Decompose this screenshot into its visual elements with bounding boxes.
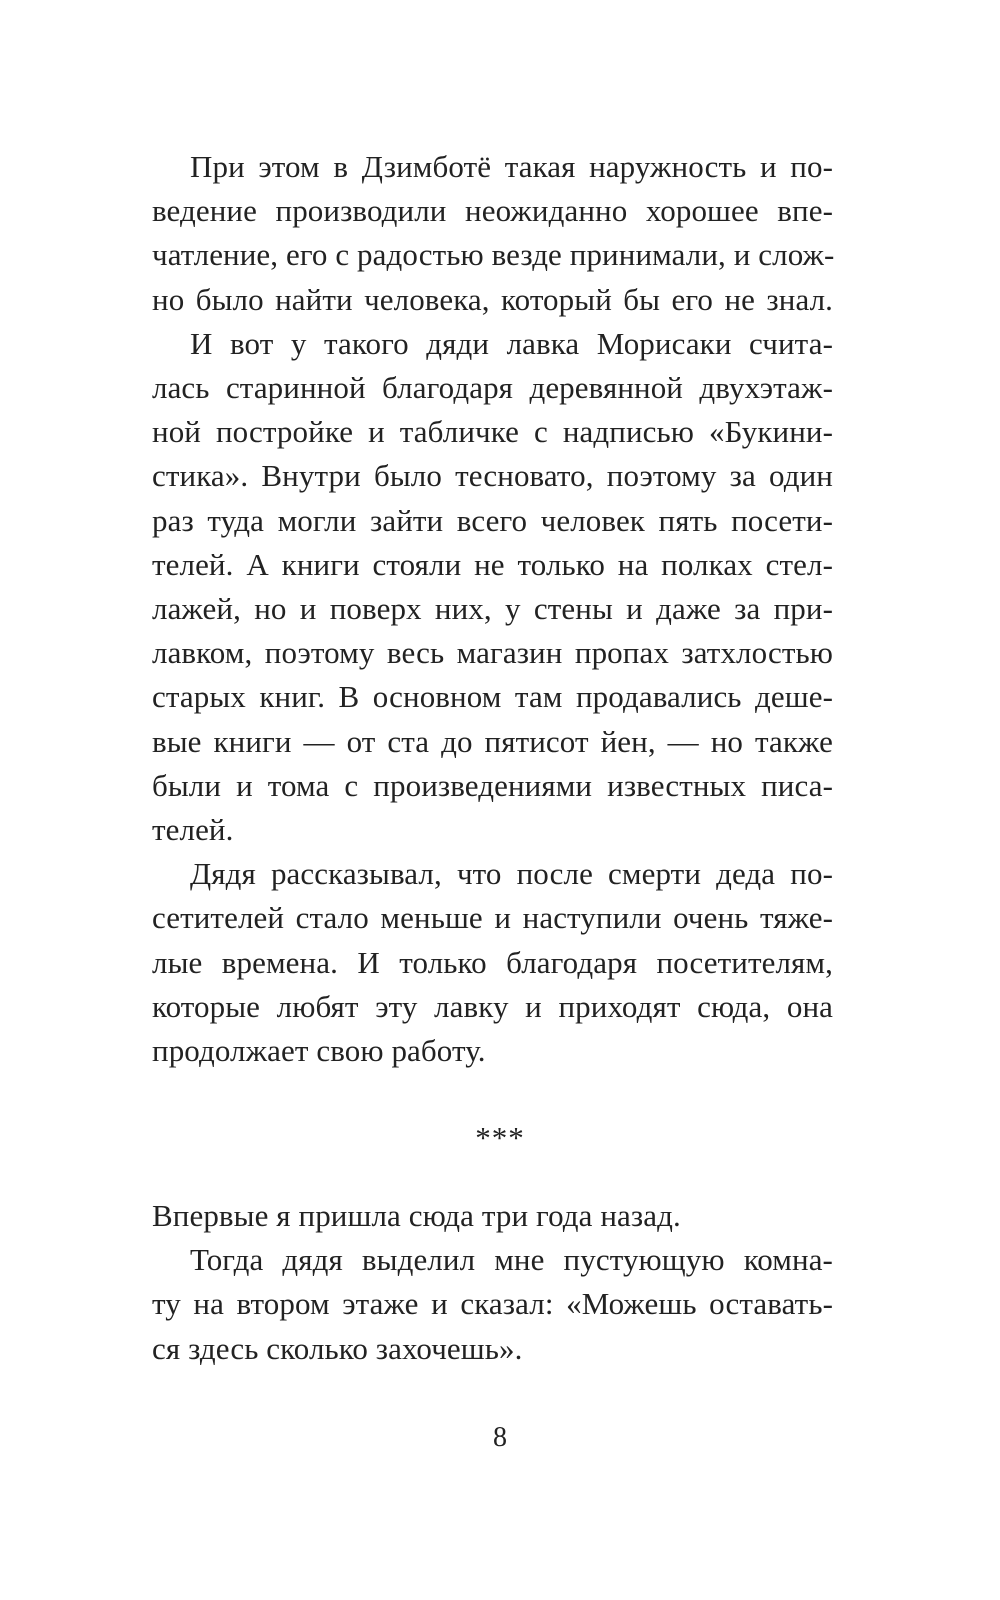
paragraph-2 [152, 322, 833, 852]
text-line: Дядя рассказывал, что после смерти деда по- [190, 856, 833, 892]
text-line: раз туда могли зайти всего человек пять посети- [152, 502, 833, 538]
text-line: Тогда дядя выделил мне пустующую комна- [190, 1242, 833, 1278]
paragraph-3 [152, 852, 833, 1073]
text-line: продолжает свою работу. [152, 1033, 486, 1069]
text-line: телей. А книги стояли не только на полках стел- [152, 546, 833, 582]
page-number: 8 [493, 1422, 507, 1453]
text-line: При этом в Дзимботё такая наружность и по- [190, 149, 833, 184]
text-line: ведение производили неожиданно хорошее впе- [152, 193, 833, 229]
paragraph-1 [152, 145, 833, 322]
text-line: лажей, но и поверх них, у стены и даже за при- [152, 591, 833, 627]
text-line: лавком, поэтому весь магазин пропах затхлостью [152, 635, 833, 671]
text-line: чатление, его с радостью везде принимали, и слож- [152, 237, 835, 273]
text-line: лые времена. И только благодаря посетителям, [152, 944, 833, 980]
section-text-block [152, 1194, 833, 1371]
text-line: были и тома с произведениями известных писа- [152, 767, 833, 803]
text-line: Впервые я пришла сюда три года назад. [152, 1198, 681, 1233]
text-line: ся здесь сколько захочешь». [152, 1330, 523, 1366]
text-line: но было найти человека, который бы его не знал. [152, 281, 833, 317]
text-line: ной постройке и табличке с надписью «Букини- [152, 414, 833, 450]
text-line: лась старинной благодаря деревянной двухэтаж- [152, 370, 833, 406]
text-line: старых книг. В основном там продавались деше- [152, 679, 833, 715]
text-line: ту на втором этаже и сказал: «Можешь оставать- [152, 1286, 833, 1322]
text-line: которые любят эту лавку и приходят сюда, она [152, 988, 833, 1024]
text-line: И вот у такого дяди лавка Морисаки счита- [190, 325, 833, 361]
text-line: сетителей стало меньше и наступили очень тяже- [152, 900, 833, 936]
text-line: стика». Внутри было тесновато, поэтому за один [152, 458, 833, 494]
section-separator: *** [475, 1120, 525, 1155]
text-line: вые книги — от ста до пятисот йен, — но также [152, 723, 833, 759]
paragraph-4 [152, 1194, 833, 1238]
paragraph-5 [152, 1238, 833, 1371]
text-line: телей. [152, 812, 234, 848]
main-text-block [152, 145, 833, 1073]
